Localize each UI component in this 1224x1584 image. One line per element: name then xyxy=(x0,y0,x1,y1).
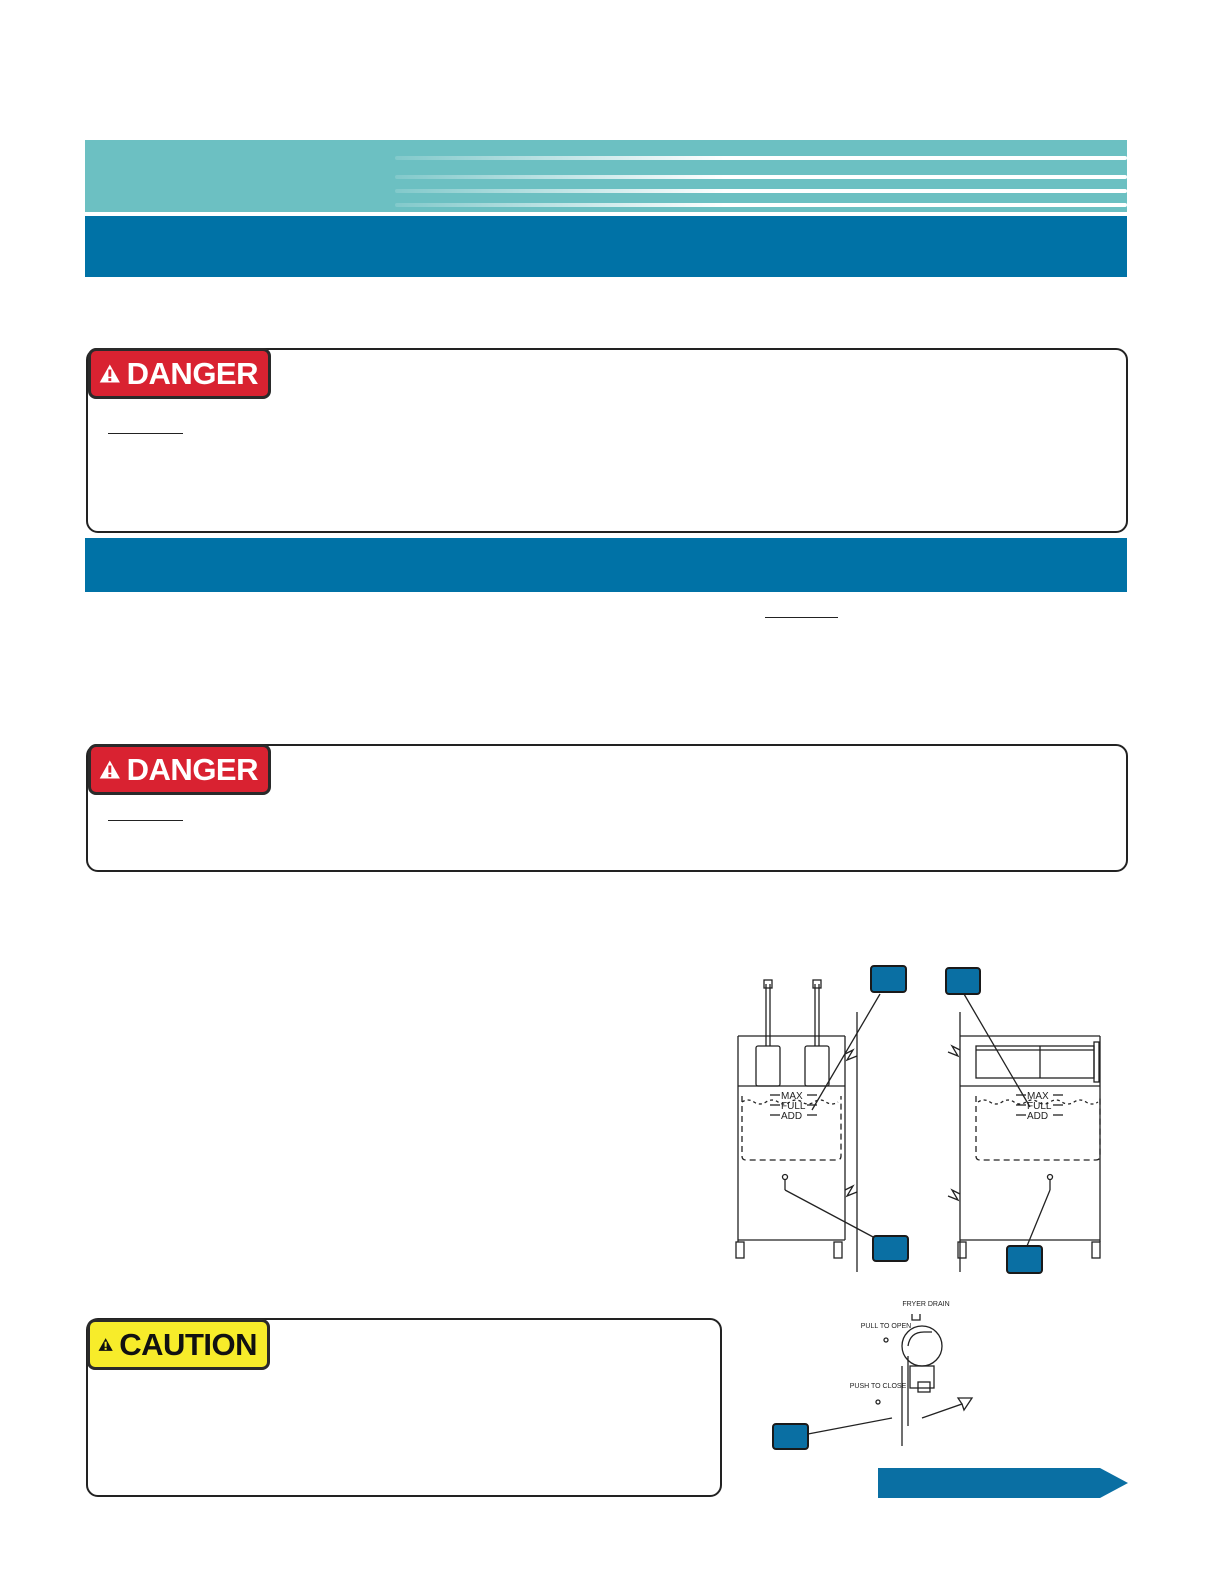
fryer-tank-figure xyxy=(730,962,1110,1274)
warning-triangle-icon xyxy=(99,360,121,387)
danger-label-text: DANGER xyxy=(126,355,258,391)
pull-to-open-label: PULL TO OPEN xyxy=(860,1323,912,1330)
caution-label xyxy=(87,1319,270,1370)
level-full-label: FULL xyxy=(1027,1101,1052,1112)
level-full-label: FULL xyxy=(781,1101,806,1112)
warning-triangle-icon xyxy=(98,1331,113,1358)
header-banner xyxy=(85,140,1127,212)
caution-label-text: CAUTION xyxy=(119,1326,257,1362)
level-max-label: MAX xyxy=(781,1091,803,1102)
push-to-close-label: PUSH TO CLOSE xyxy=(849,1383,907,1390)
callout-marker xyxy=(873,1236,908,1261)
callout-marker xyxy=(871,966,906,992)
danger-label-text: DANGER xyxy=(126,751,258,787)
danger-label xyxy=(88,348,271,399)
text-underline xyxy=(108,433,183,434)
fryer-drain-label: FRYER DRAIN xyxy=(902,1301,950,1308)
drain-valve-figure xyxy=(770,1296,1000,1456)
callout-marker xyxy=(773,1424,808,1449)
text-underline xyxy=(765,617,838,618)
section-header-bar xyxy=(85,216,1127,277)
danger-label xyxy=(88,744,271,795)
arrow-right-icon xyxy=(878,1468,1128,1498)
callout-marker xyxy=(1007,1246,1042,1273)
level-add-label: ADD xyxy=(781,1111,803,1122)
section-header-bar xyxy=(85,538,1127,592)
level-max-label: MAX xyxy=(1027,1091,1049,1102)
callout-marker xyxy=(946,968,980,994)
warning-triangle-icon xyxy=(99,756,121,783)
level-add-label: ADD xyxy=(1027,1111,1049,1122)
text-underline xyxy=(108,820,183,821)
